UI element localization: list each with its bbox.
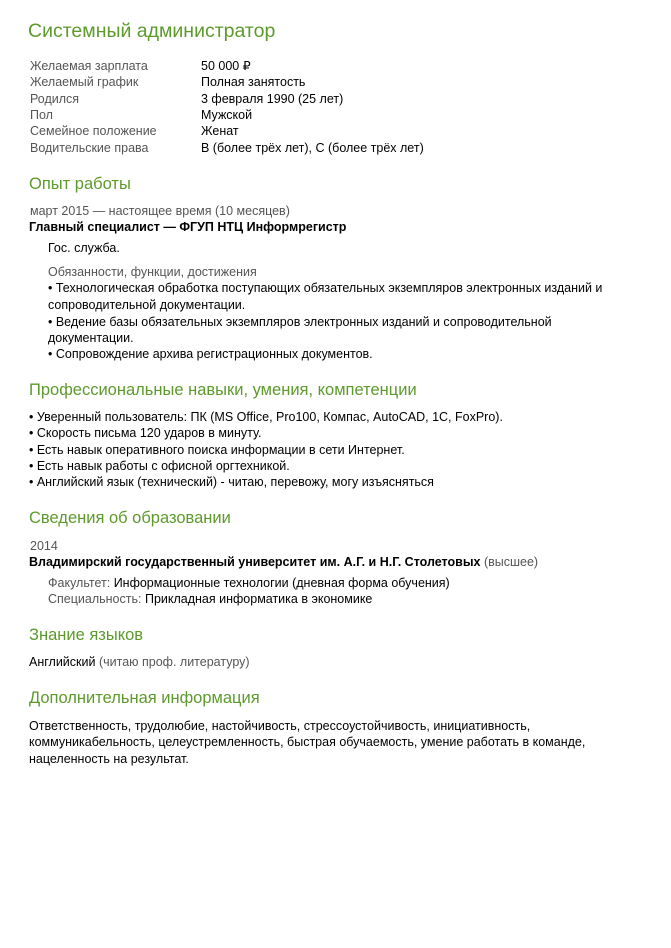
section-heading-languages: Знание языков <box>29 626 144 644</box>
duty-line: сопроводительной документации. <box>48 298 246 312</box>
skill-item: • Уверенный пользователь: ПК (MS Office, Pro100, Компас, AutoCAD, 1С, FoxPro). <box>29 410 503 424</box>
info-value: 3 февраля 1990 (25 лет) <box>201 92 344 106</box>
language-item <box>29 654 250 670</box>
info-label: Желаемый график <box>30 75 139 89</box>
duty-line: • Сопровождение архива регистрационных документов. <box>48 347 373 361</box>
duties-label: Обязанности, функции, достижения <box>48 265 257 279</box>
education-faculty <box>48 575 450 591</box>
info-value: Полная занятость <box>201 75 306 89</box>
education-level: (высшее) <box>483 555 539 569</box>
info-value: Женат <box>201 124 239 138</box>
faculty-value: Информационные технологии (дневная форма обучения) <box>113 576 450 590</box>
additional-line: коммуникабельность, целеустремленность, быстрая обучаемость, умение работать в команде, <box>29 735 586 749</box>
university-name: Владимирский государственный университет им. А.Г. и Н.Г. Столетовых <box>29 555 481 569</box>
skill-item: • Скорость письма 120 ударов в минуту. <box>29 426 262 440</box>
education-specialty <box>48 591 372 607</box>
duty-line: • Технологическая обработка поступающих обязательных экземпляров электронных изданий и <box>48 281 603 295</box>
page-title: Системный администратор <box>28 20 276 42</box>
faculty-label: Факультет: <box>48 576 111 590</box>
skill-item: • Есть навык работы с офисной оргтехникой. <box>29 459 290 473</box>
section-heading-skills: Профессиональные навыки, умения, компетенции <box>29 381 417 399</box>
info-label: Желаемая зарплата <box>30 59 148 73</box>
section-heading-additional: Дополнительная информация <box>29 689 260 707</box>
job-position: Главный специалист — ФГУП НТЦ Информрегистр <box>29 220 347 234</box>
info-value: Мужской <box>201 108 253 122</box>
additional-line: нацеленность на результат. <box>29 752 189 766</box>
specialty-label: Специальность: <box>48 592 142 606</box>
language-name: Английский <box>29 655 96 669</box>
skill-item: • Есть навык оперативного поиска информации в сети Интернет. <box>29 443 405 457</box>
job-org-type: Гос. служба. <box>48 241 120 255</box>
education-year: 2014 <box>30 539 58 553</box>
duty-line: документации. <box>48 331 134 345</box>
skill-item: • Английский язык (технический) - читаю, перевожу, могу изъясняться <box>29 475 434 489</box>
info-label: Семейное положение <box>30 124 157 138</box>
info-value: B (более трёх лет), C (более трёх лет) <box>201 141 424 155</box>
info-label: Родился <box>30 92 80 106</box>
education-institution <box>29 554 538 570</box>
additional-line: Ответственность, трудолюбие, настойчивость, стрессоустойчивость, инициативность, <box>29 719 531 733</box>
info-label: Пол <box>30 108 53 122</box>
section-heading-experience: Опыт работы <box>29 175 131 193</box>
specialty-value: Прикладная информатика в экономике <box>144 592 373 606</box>
section-heading-education: Сведения об образовании <box>29 509 231 527</box>
job-period: март 2015 — настоящее время (10 месяцев) <box>30 204 290 218</box>
info-label: Водительские права <box>30 141 149 155</box>
language-level: (читаю проф. литературу) <box>98 655 250 669</box>
info-value: 50 000 ₽ <box>201 59 251 73</box>
duty-line: • Ведение базы обязательных экземпляров электронных изданий и сопроводительной <box>48 315 552 329</box>
